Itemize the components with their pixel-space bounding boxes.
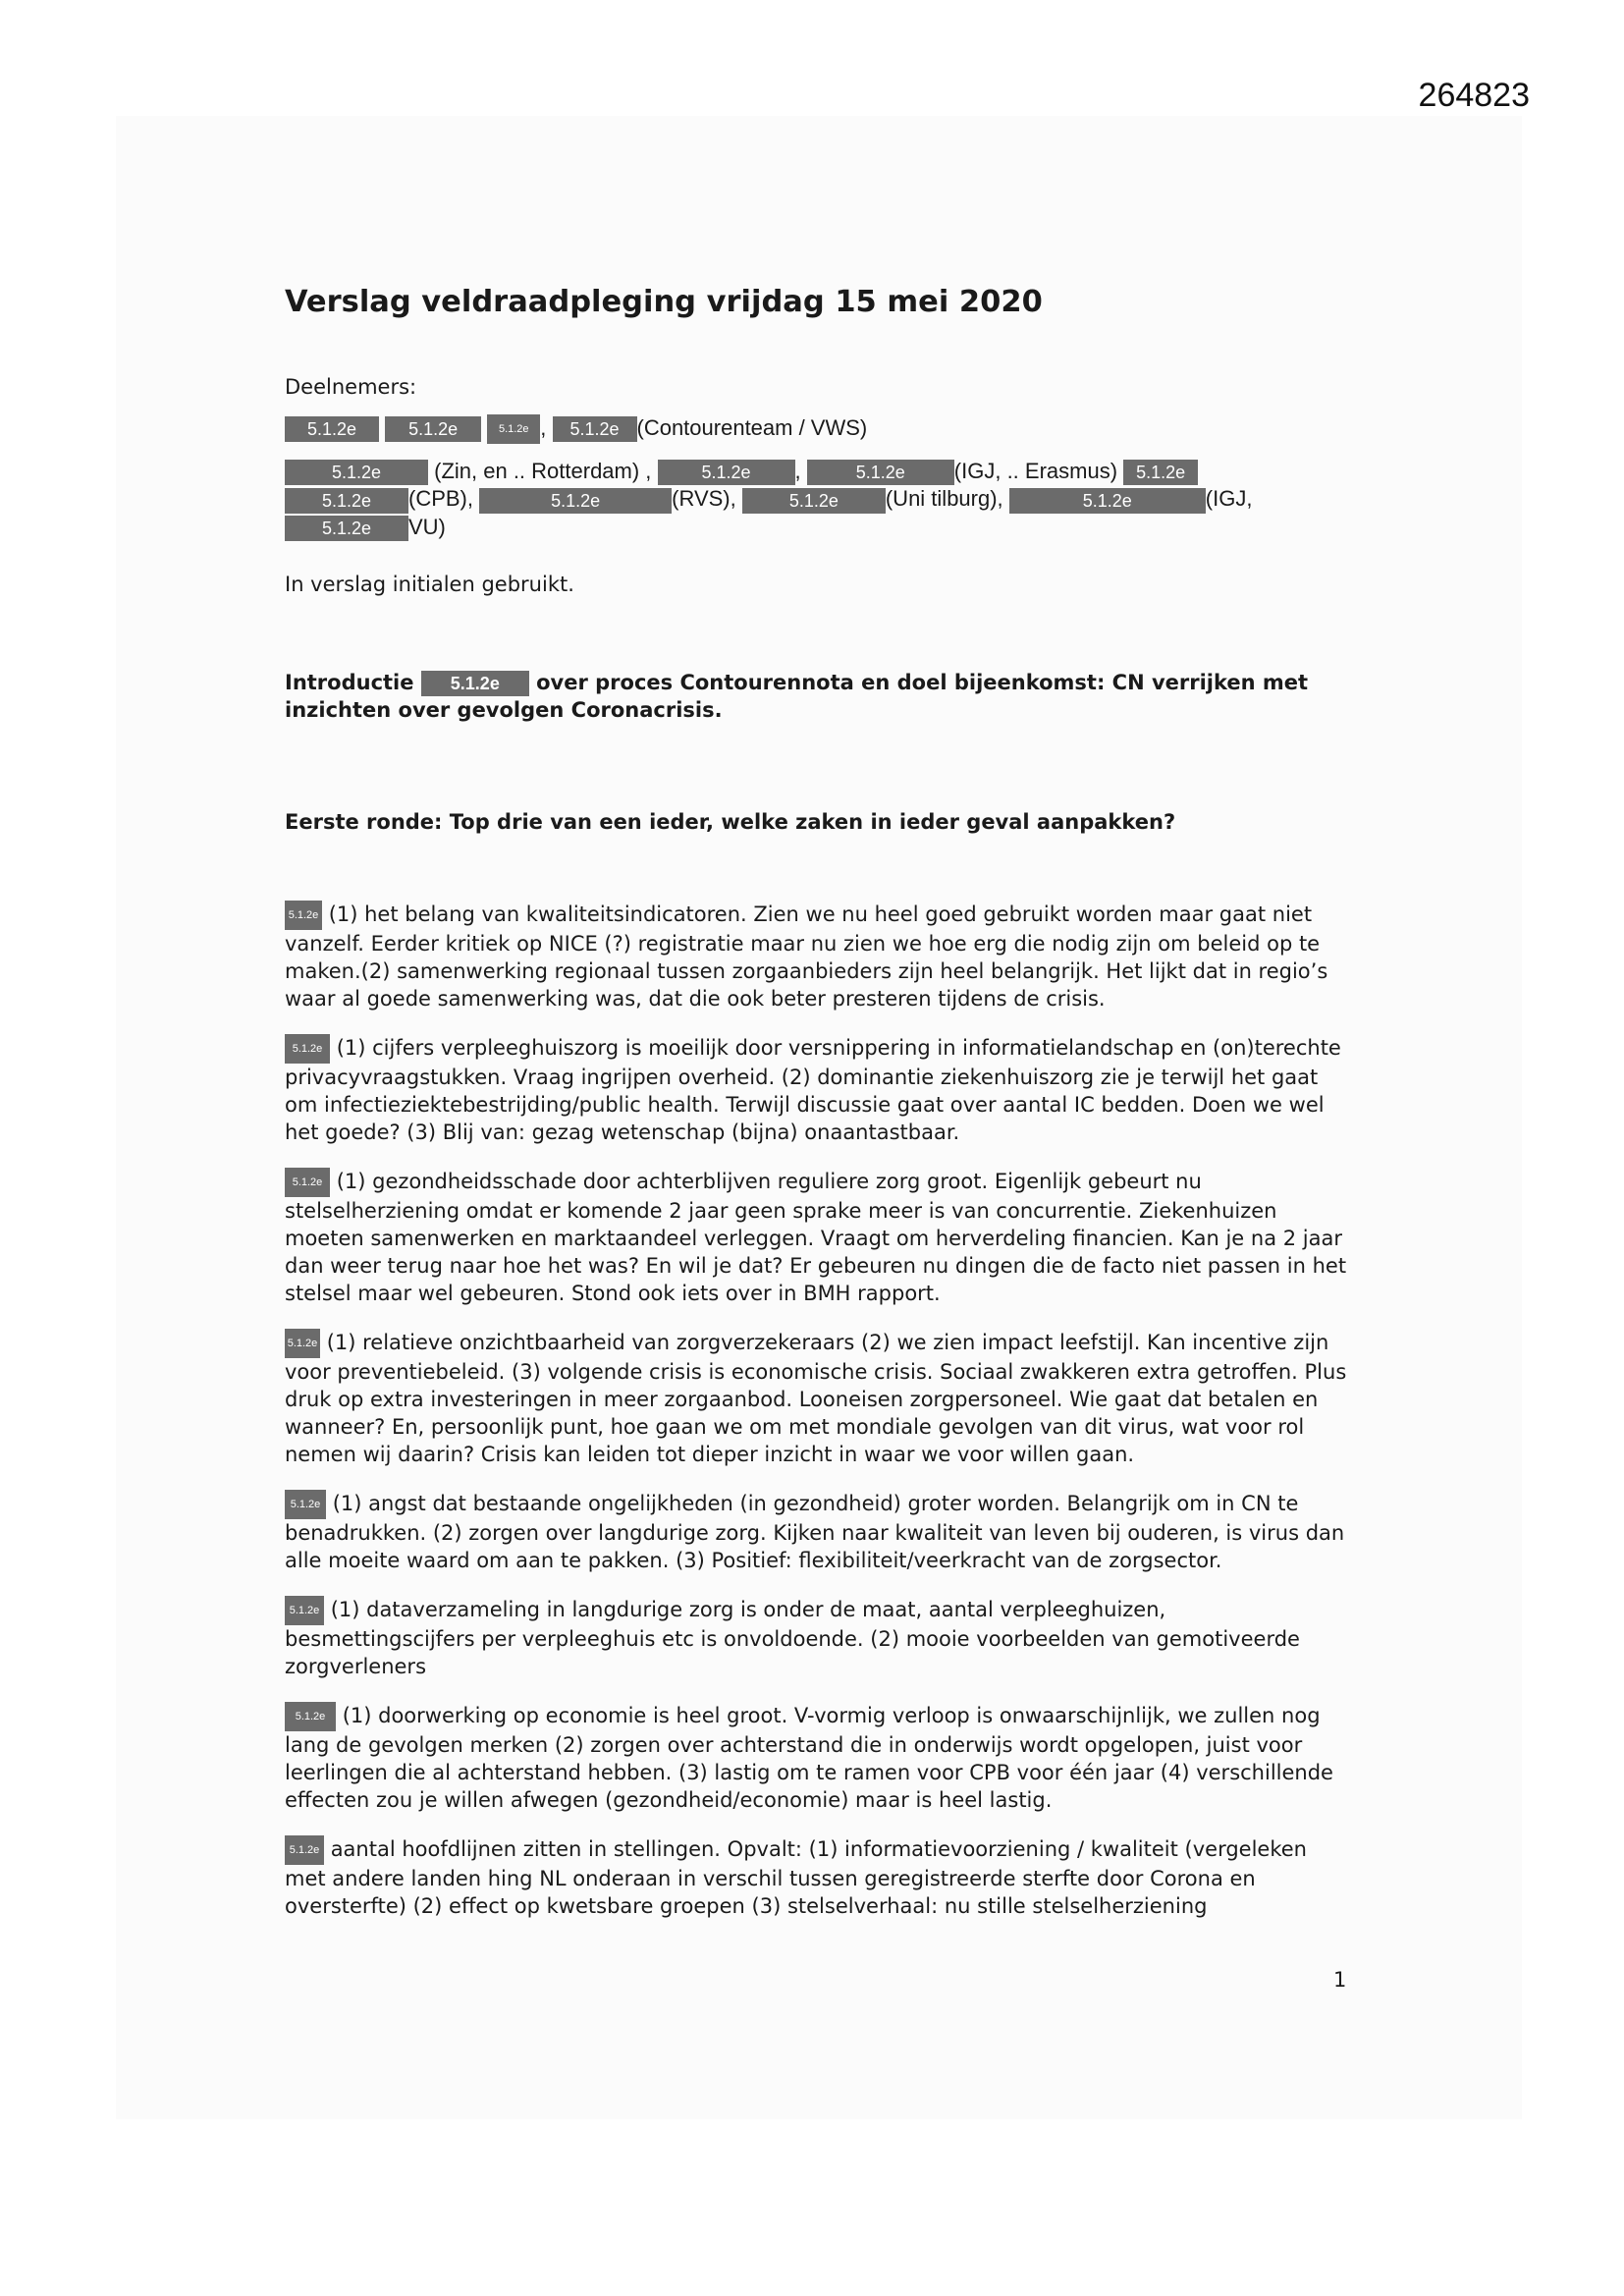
redaction-box: 5.1.2e xyxy=(285,460,428,485)
contribution-item xyxy=(285,901,1350,1012)
participants-line xyxy=(285,414,1350,444)
contribution-item xyxy=(285,1168,1350,1307)
redaction-box: 5.1.2e xyxy=(285,1034,330,1064)
redaction-box: 5.1.2e xyxy=(285,416,379,442)
redaction-box: 5.1.2e xyxy=(285,1702,336,1731)
document-number: 264823 xyxy=(1418,77,1530,114)
contribution-item xyxy=(285,1490,1350,1574)
redaction-box: 5.1.2e xyxy=(285,516,408,541)
round-heading: Eerste ronde: Top drie van een ieder, welke zaken in ieder geval aanpakken? xyxy=(285,809,1176,834)
contributions-list xyxy=(285,901,1350,1920)
redaction-box: 5.1.2e xyxy=(285,1596,324,1625)
contribution-text: (1) het belang van kwaliteitsindicatoren. Zien we nu heel goed gebruikt worden maar gaat niet vanzelf. Eerder kritiek op NICE (?) registratie maar nu zien we hoe erg die nodig zijn om beleid op te maken.(2) samenwerking regionaal tussen zorgaanbieders zijn heel belangrijk. Het lijkt dat in regio’s waar al goede samenwerking was, dat die ook beter presteren tijdens de crisis. xyxy=(285,902,1328,1011)
redaction-box: 5.1.2e xyxy=(285,1490,326,1519)
contribution-text: (1) relatieve onzichtbaarheid van zorgverzekeraars (2) we zien impact leefstijl. Kan incentive zijn voor preventiebeleid. (3) volgende crisis is economische crisis. Sociaal zwakkeren extra getroffen. Plus druk op extra investeringen in meer zorgaanbod. Looneisen zorgpersoneel. Wie gaat dat betalen en wanneer? En, persoonlijk punt, hoe gaan we om met mondiale gevolgen van dit virus, wat voor rol nemen wij daarin? Crisis kan leiden tot dieper inzicht in waar we voor willen gaan. xyxy=(285,1330,1347,1466)
participants-label: Deelnemers: xyxy=(285,375,417,399)
participant-affiliation: (Zin, en .. Rotterdam) , xyxy=(434,459,652,484)
document-content xyxy=(285,283,1350,1941)
participant-affiliation: (Contourenteam / VWS) xyxy=(636,415,868,440)
redaction-box: 5.1.2e xyxy=(285,488,408,514)
intro-heading-rest: over proces Contourennota en doel bijeenkomst: CN verrijken met inzichten over gevolgen Coronacrisis. xyxy=(285,670,1309,722)
contribution-item xyxy=(285,1835,1350,1920)
comma: , xyxy=(794,459,801,484)
intro-heading-start: Introductie xyxy=(285,670,414,694)
participants-line xyxy=(285,458,1350,541)
contribution-item xyxy=(285,1329,1350,1468)
contribution-item xyxy=(285,1034,1350,1146)
contribution-text: (1) dataverzameling in langdurige zorg is onder de maat, aantal verpleeghuizen, besmettingscijfers per verpleeghuis etc is onvoldoende. (2) mooie voorbeelden van gemotiveerde zorgverleners xyxy=(285,1597,1300,1678)
redaction-box: 5.1.2e xyxy=(285,1835,324,1865)
redaction-box: 5.1.2e xyxy=(479,488,672,514)
contribution-item xyxy=(285,1702,1350,1814)
redaction-box: 5.1.2e xyxy=(285,1168,330,1197)
initials-note: In verslag initialen gebruikt. xyxy=(285,572,574,596)
participant-affiliation: (IGJ, xyxy=(1205,486,1253,512)
redaction-box: 5.1.2e xyxy=(285,901,322,930)
page-number: 1 xyxy=(1333,1968,1347,1992)
redaction-box: 5.1.2e xyxy=(285,1329,320,1358)
redaction-box: 5.1.2e xyxy=(742,488,886,514)
participant-affiliation: (RVS), xyxy=(672,486,736,512)
contribution-text: (1) cijfers verpleeghuiszorg is moeilijk door versnippering in informatielandschap en (on)terechte privacyvraagstukken. Vraag ingrijpen overheid. (2) dominantie ziekenhuiszorg zie je terwijl het gaat om infectieziektebestrijding/public health. Terwijl discussie gaat over aantal IC bedden. Doen we wel het goede? (3) Blij van: gezag wetenschap (bijna) onaantastbaar. xyxy=(285,1035,1341,1144)
comma: , xyxy=(540,415,547,440)
contribution-text: (1) doorwerking op economie is heel groot. V-vormig verloop is onwaarschijnlijk, we zullen nog lang de gevolgen merken (2) zorgen over achterstand die in onderwijs wordt opgelopen, juist voor leerlingen die al achterstand hebben. (3) lastig om te ramen voor CPB voor één jaar (4) verschillende effecten zou je willen afwegen (gezondheid/economie) maar is heel lastig. xyxy=(285,1703,1333,1812)
contribution-text: (1) gezondheidsschade door achterblijven reguliere zorg groot. Eigenlijk gebeurt nu stelselherziening omdat er komende 2 jaar geen sprake meer is van concurrentie. Ziekenhuizen moeten samenwerken en marktaandeel verleggen. Vraagt om herverdeling financien. Kan je na 2 jaar dan weer terug naar hoe het was? En wil je dat? Er gebeuren nu dingen die de facto niet passen in het stelsel maar wel gebeuren. Stond ook iets over in BMH rapport. xyxy=(285,1169,1347,1305)
contribution-text: (1) angst dat bestaande ongelijkheden (in gezondheid) groter worden. Belangrijk om in CN te benadrukken. (2) zorgen over langdurige zorg. Kijken naar kwaliteit van leven bij ouderen, is virus dan alle moeite waard om aan te pakken. (3) Positief: flexibiliteit/veerkracht van de zorgsector. xyxy=(285,1491,1345,1572)
redaction-box: 5.1.2e xyxy=(553,416,637,442)
redaction-box: 5.1.2e xyxy=(487,414,540,444)
participant-affiliation: (Uni tilburg), xyxy=(885,486,1003,512)
intro-heading xyxy=(285,669,1350,724)
redaction-box: 5.1.2e xyxy=(421,671,529,696)
redaction-box: 5.1.2e xyxy=(1123,460,1198,485)
participants-list xyxy=(285,414,1350,541)
participant-affiliation: VU) xyxy=(408,514,446,539)
redaction-box: 5.1.2e xyxy=(807,460,954,485)
redaction-box: 5.1.2e xyxy=(658,460,795,485)
participant-affiliation: (IGJ, .. Erasmus) xyxy=(953,459,1118,484)
document-title: Verslag veldraadpleging vrijdag 15 mei 2020 xyxy=(285,285,1043,319)
redaction-box: 5.1.2e xyxy=(1009,488,1206,514)
redaction-box: 5.1.2e xyxy=(385,416,481,442)
contribution-text: aantal hoofdlijnen zitten in stellingen. Opvalt: (1) informatievoorziening / kwaliteit (vergeleken met andere landen hing NL onderaan in verschil tussen geregistreerde sterfte door Corona en oversterfte) (2) effect op kwetsbare groepen (3) stelselverhaal: nu stille stelselherziening xyxy=(285,1836,1307,1918)
participant-affiliation: (CPB), xyxy=(408,486,473,512)
contribution-item xyxy=(285,1596,1350,1680)
